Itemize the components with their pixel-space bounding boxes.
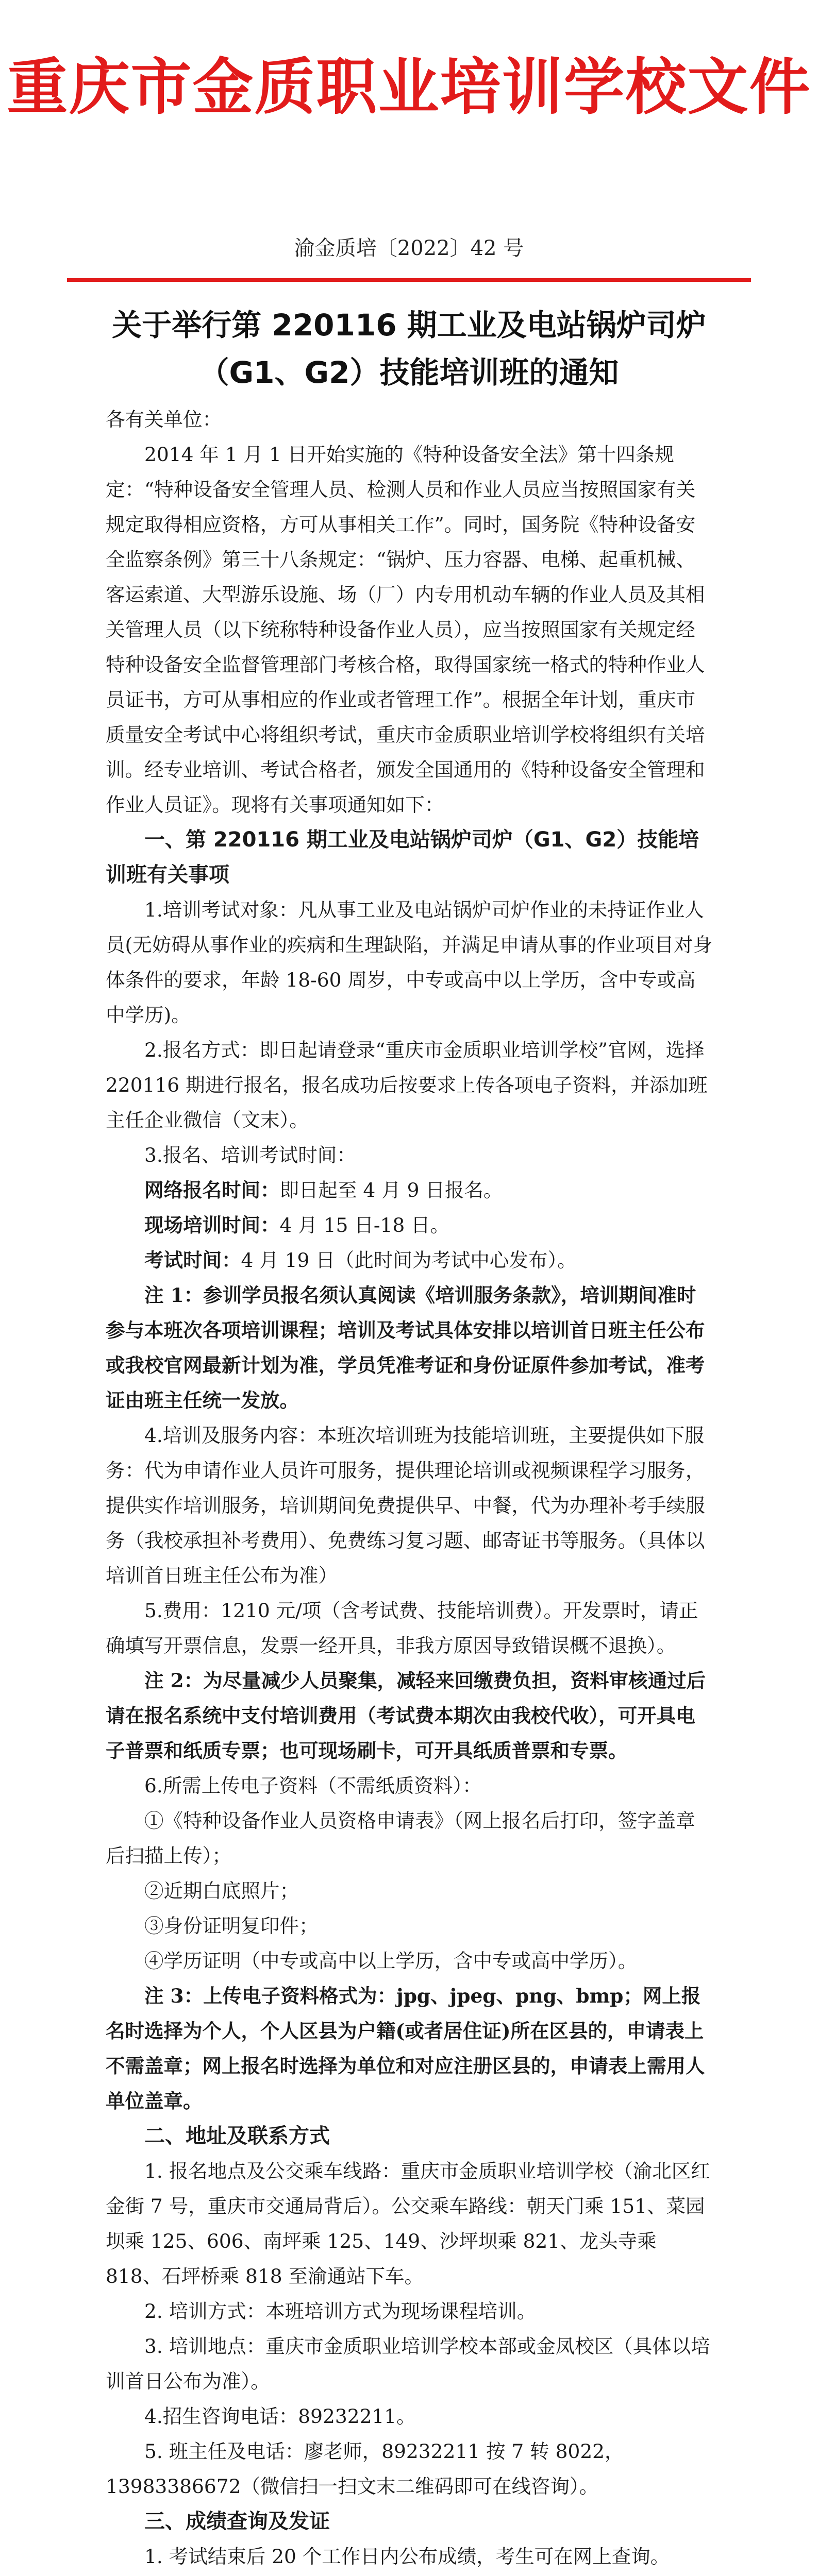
material-3: ③身份证明复印件； (144, 1914, 319, 1937)
title-line-2: （G1、G2）技能培训班的通知 (199, 355, 619, 390)
item-6-materials: 6.所需上传电子资料（不需纸质资料）： (144, 1774, 482, 1797)
onsite-training-value: 4 月 15 日-18 日。 (279, 1214, 450, 1236)
salutation: 各有关单位： (106, 408, 222, 431)
address-3: 3. 培训地点：重庆市金质职业培训学校本部或金凤校区（具体以培训首日公布为准）。 (106, 2335, 710, 2393)
result-2 (106, 2574, 714, 2576)
onsite-training-label: 现场培训时间： (144, 1214, 280, 1236)
address-2: 2. 培训方式：本班培训方式为现场课程培训。 (144, 2300, 537, 2323)
online-registration-label: 网络报名时间： (144, 1179, 280, 1201)
material-1: ①《特种设备作业人员资格申请表》（网上报名后打印，签字盖章后扫描上传）； (106, 1809, 695, 1867)
material-2: ②近期白底照片； (144, 1879, 299, 1902)
address-4: 4.招生咨询电话：89232211。 (144, 2405, 416, 2428)
red-divider (67, 278, 751, 282)
address-5: 5. 班主任及电话：廖老师，89232211 按 7 转 8022，13983386672（微信扫一扫文末二维码即可在线咨询）。 (106, 2440, 624, 2498)
online-registration-time (106, 1173, 714, 1208)
masthead-title: 重庆市金质职业培训学校文件 (7, 52, 811, 123)
item-5-fees: 5.费用：1210 元/项（含考试费、技能培训费）。开发票时，请正确填写开票信息，发票一经开具，非我方原因导致错误概不退换）。 (106, 1599, 698, 1657)
online-registration-value: 即日起至 4 月 9 日报名。 (279, 1179, 503, 1201)
item-2-registration: 2.报名方式：即日起请登录“重庆市金质职业培训学校”官网，选择 220116 期进行报名，报名成功后按要求上传各项电子资料，并添加班主任企业微信（文末）。 (106, 1039, 708, 1131)
intro-paragraph: 2014 年 1 月 1 日开始实施的《特种设备安全法》第十四条规定：“特种设备安全管理人员、检测人员和作业人员应当按照国家有关规定取得相应资格，方可从事相关工作”。同时，国务院《特种设备安全监察条例》第三十八条规定：“锅炉、压力容器、电梯、起重机械、客运索道、大型游乐设施、场（厂）内专用机动车辆的作业人员及其相关管理人员（以下统称特种设备作业人员），应当按照国家有关规定经特种设备安全监督管理部门考核合格，取得国家统一格式的特种作业人员证书，方可从事相应的作业或者管理工作”。根据全年计划，重庆市质量安全考试中心将组织考试，重庆市金质职业培训学校将组织有关培训。经专业培训、考试合格者，颁发全国通用的《特种设备安全管理和作业人员证》。现将有关事项通知如下： (106, 443, 705, 816)
document-body (106, 402, 714, 2576)
result-1: 1. 考试结束后 20 个工作日内公布成绩，考生可在网上查询。 (144, 2545, 670, 2568)
document-number: 渝金质培〔2022〕42 号 (294, 236, 524, 260)
item-1-target: 1.培训考试对象：凡从事工业及电站锅炉司炉作业的未持证作业人员(无妨碍从事作业的疾病和生理缺陷，并满足申请从事的作业项目对身体条件的要求，年龄 18-60 周岁，中专或高中以上学历，含中专或高中学历)。 (106, 899, 713, 1026)
note-2: 注 2：为尽量减少人员聚集，减轻来回缴费负担，资料审核通过后请在报名系统中支付培训费用（考试费本期次由我校代收），可开具电子普票和纸质专票；也可现场刷卡，可开具纸质普票和专票。 (106, 1669, 706, 1762)
section-1-heading: 一、第 220116 期工业及电站锅炉司炉（G1、G2）技能培训班有关事项 (106, 828, 699, 887)
note-1: 注 1：参训学员报名须认真阅读《培训服务条款》，培训期间准时参与本班次各项培训课程；培训及考试具体安排以培训首日班主任公布或我校官网最新计划为准，学员凭准考证和身份证原件参加考试，准考证由班主任统一发放。 (106, 1284, 705, 1412)
section-3-heading: 三、成绩查询及发证 (144, 2510, 330, 2533)
onsite-training-time (106, 1208, 714, 1243)
title-line-1: 关于举行第 220116 期工业及电站锅炉司炉 (112, 308, 706, 343)
item-3-schedule: 3.报名、培训考试时间： (144, 1144, 356, 1166)
material-4: ④学历证明（中专或高中以上学历，含中专或高中学历）。 (144, 1950, 638, 1972)
section-2-heading: 二、地址及联系方式 (144, 2124, 330, 2148)
exam-time-value: 4 月 19 日（此时间为考试中心发布）。 (241, 1249, 577, 1272)
exam-time (106, 1243, 714, 1278)
notice-title (88, 301, 730, 396)
note-3: 注 3：上传电子资料格式为：jpg、jpeg、png、bmp；网上报名时选择为个人，个人区县为户籍(或者居住证)所在区县的，申请表上不需盖章；网上报名时选择为单位和对应注册区县的，申请表上需用人单位盖章。 (106, 1985, 705, 2112)
address-1: 1. 报名地点及公交乘车线路：重庆市金质职业培训学校（渝北区红金街 7 号，重庆市交通局背后）。公交乘车路线：朝天门乘 151、菜园坝乘 125、606、南坪乘 125、149、沙坪坝乘 821、龙头寺乘 818、石坪桥乘 818 至渝通站下车。 (106, 2160, 710, 2287)
item-4-services: 4.培训及服务内容：本班次培训班为技能培训班，主要提供如下服务：代为申请作业人员许可服务，提供理论培训或视频课程学习服务，提供实作培训服务，培训期间免费提供早、中餐，代为办理补考手续服务（我校承担补考费用）、免费练习复习题、邮寄证书等服务。（具体以培训首日班主任公布为准） (106, 1424, 705, 1587)
exam-time-label: 考试时间： (144, 1249, 241, 1272)
